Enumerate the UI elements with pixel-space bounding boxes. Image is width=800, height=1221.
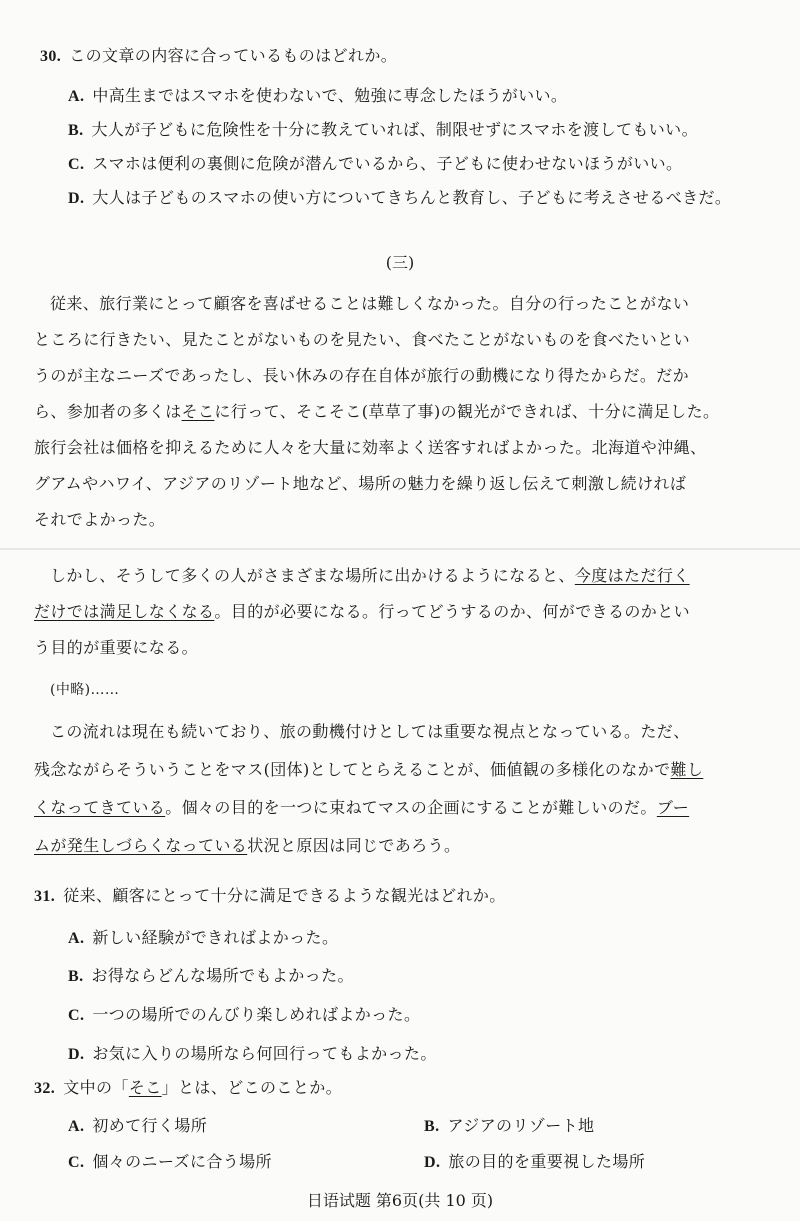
q31-option-c	[68, 1005, 420, 1026]
option-text: 大人は子どものスマホの使い方についてきちんと教育し、子どもに考えさせるべきだ。	[92, 188, 732, 207]
question-31-stem	[34, 886, 506, 907]
passage-text: 。目的が必要になる。行ってどうするのか、何ができるのかとい	[214, 602, 691, 621]
passage-text: に行って、そこそこ(草草了事)の観光ができれば、十分に満足した。	[214, 402, 720, 421]
passage-text: 。個々の目的を一つに束ねてマスの企画にすることが難しいのだ。	[165, 798, 657, 817]
passage-line: う目的が重要になる。	[34, 638, 199, 657]
option-text: お気に入りの場所なら何回行ってもよかった。	[92, 1044, 437, 1063]
passage-line: 従来、旅行業にとって顧客を喜ばせることは難しくなかった。自分の行ったことがない	[50, 294, 690, 313]
option-label: D.	[424, 1154, 441, 1171]
passage-line: それでよかった。	[34, 510, 166, 529]
passage-line	[34, 402, 719, 422]
question-text: 文中の「	[63, 1078, 129, 1097]
option-label: C.	[68, 1154, 85, 1171]
option-label: D.	[68, 190, 85, 207]
q30-option-a	[68, 86, 567, 107]
underlined-phrase: 難し	[670, 760, 704, 779]
question-30-stem	[40, 46, 397, 67]
passage-line: ところに行きたい、見たことがないものを見たい、食べたことがないものを食べたいとい	[34, 330, 691, 349]
option-label: D.	[68, 1046, 85, 1063]
q32-option-b	[424, 1116, 594, 1137]
question-32-stem	[34, 1078, 342, 1099]
passage-line: この流れは現在も続いており、旅の動機付けとしては重要な視点となっている。ただ、	[50, 722, 690, 741]
option-text: 旅の目的を重要視した場所	[448, 1152, 646, 1171]
option-label: B.	[424, 1118, 440, 1135]
passage-line	[50, 566, 690, 586]
question-number: 32.	[34, 1080, 56, 1097]
scan-artifact-line	[0, 548, 800, 550]
q30-option-c	[68, 154, 682, 175]
option-text: 一つの場所でのんびり楽しめればよかった。	[92, 1005, 421, 1024]
option-label: C.	[68, 1007, 85, 1024]
question-number: 31.	[34, 888, 56, 905]
option-label: C.	[68, 156, 85, 173]
q32-option-a	[68, 1116, 207, 1137]
option-text: 大人が子どもに危険性を十分に教えていれば、制限せずにスマホを渡してもいい。	[91, 120, 698, 139]
passage-text: 状況と原因は同じであろう。	[247, 836, 461, 855]
passage-line: 旅行会社は価格を抑えるために人々を大量に効率よく送客すればよかった。北海道や沖縄、	[34, 438, 707, 457]
option-label: A.	[68, 930, 85, 947]
option-text: 初めて行く場所	[92, 1116, 208, 1135]
underlined-phrase-soko: そこ	[181, 402, 215, 421]
question-text: 従来、顧客にとって十分に満足できるような観光はどれか。	[63, 886, 506, 905]
option-label: B.	[68, 968, 84, 985]
passage-line	[34, 760, 703, 780]
underlined-phrase: ブー	[656, 798, 690, 817]
q31-option-b	[68, 966, 354, 987]
option-text: アジアのリゾート地	[447, 1116, 595, 1135]
underlined-phrase: 今度はただ行く	[574, 566, 690, 585]
passage-line	[34, 602, 690, 622]
passage-line	[34, 798, 689, 818]
underlined-phrase-soko: そこ	[128, 1078, 162, 1097]
q30-option-b	[68, 120, 698, 141]
question-text: この文章の内容に合っているものはどれか。	[69, 46, 398, 65]
underlined-phrase: ムが発生しづらくなっている	[34, 836, 248, 855]
page-footer: 日语试题 第6页(共 10 页)	[306, 1191, 494, 1210]
section-title: (三)	[385, 253, 415, 272]
option-text: 中高生まではスマホを使わないで、勉強に専念したほうがいい。	[92, 86, 568, 105]
option-label: B.	[68, 122, 84, 139]
q32-option-c	[68, 1152, 272, 1173]
underlined-phrase: くなってきている	[34, 798, 166, 817]
option-text: スマホは便利の裏側に危険が潜んでいるから、子どもに使わせないほうがいい。	[92, 154, 683, 173]
passage-line	[34, 836, 460, 856]
q30-option-d	[68, 188, 731, 209]
passage-text: しかし、そうして多くの人がさまざまな場所に出かけるようになると、	[50, 566, 575, 585]
q31-option-a	[68, 928, 338, 949]
passage-line: うのが主なニーズであったし、長い休みの存在自体が旅行の動機になり得たからだ。だか	[34, 366, 690, 385]
option-text: お得ならどんな場所でもよかった。	[91, 966, 354, 985]
passage-text: ら、参加者の多くは	[34, 402, 182, 421]
q31-option-d	[68, 1044, 437, 1065]
option-text: 個々のニーズに合う場所	[92, 1152, 272, 1171]
option-label: A.	[68, 88, 85, 105]
q32-option-d	[424, 1152, 645, 1173]
omission-mark: (中略)……	[50, 682, 120, 698]
question-number: 30.	[40, 48, 62, 65]
option-text: 新しい経験ができればよかった。	[92, 928, 339, 947]
passage-line: グアムやハワイ、アジアのリゾート地など、場所の魅力を繰り返し伝えて刺激し続ければ	[34, 474, 687, 493]
question-text: 」とは、どこのことか。	[161, 1078, 343, 1097]
option-label: A.	[68, 1118, 85, 1135]
passage-text: 残念ながらそういうことをマス(団体)としてとらえることが、価値観の多様化のなかで	[34, 760, 671, 779]
underlined-phrase: だけでは満足しなくなる	[34, 602, 215, 621]
